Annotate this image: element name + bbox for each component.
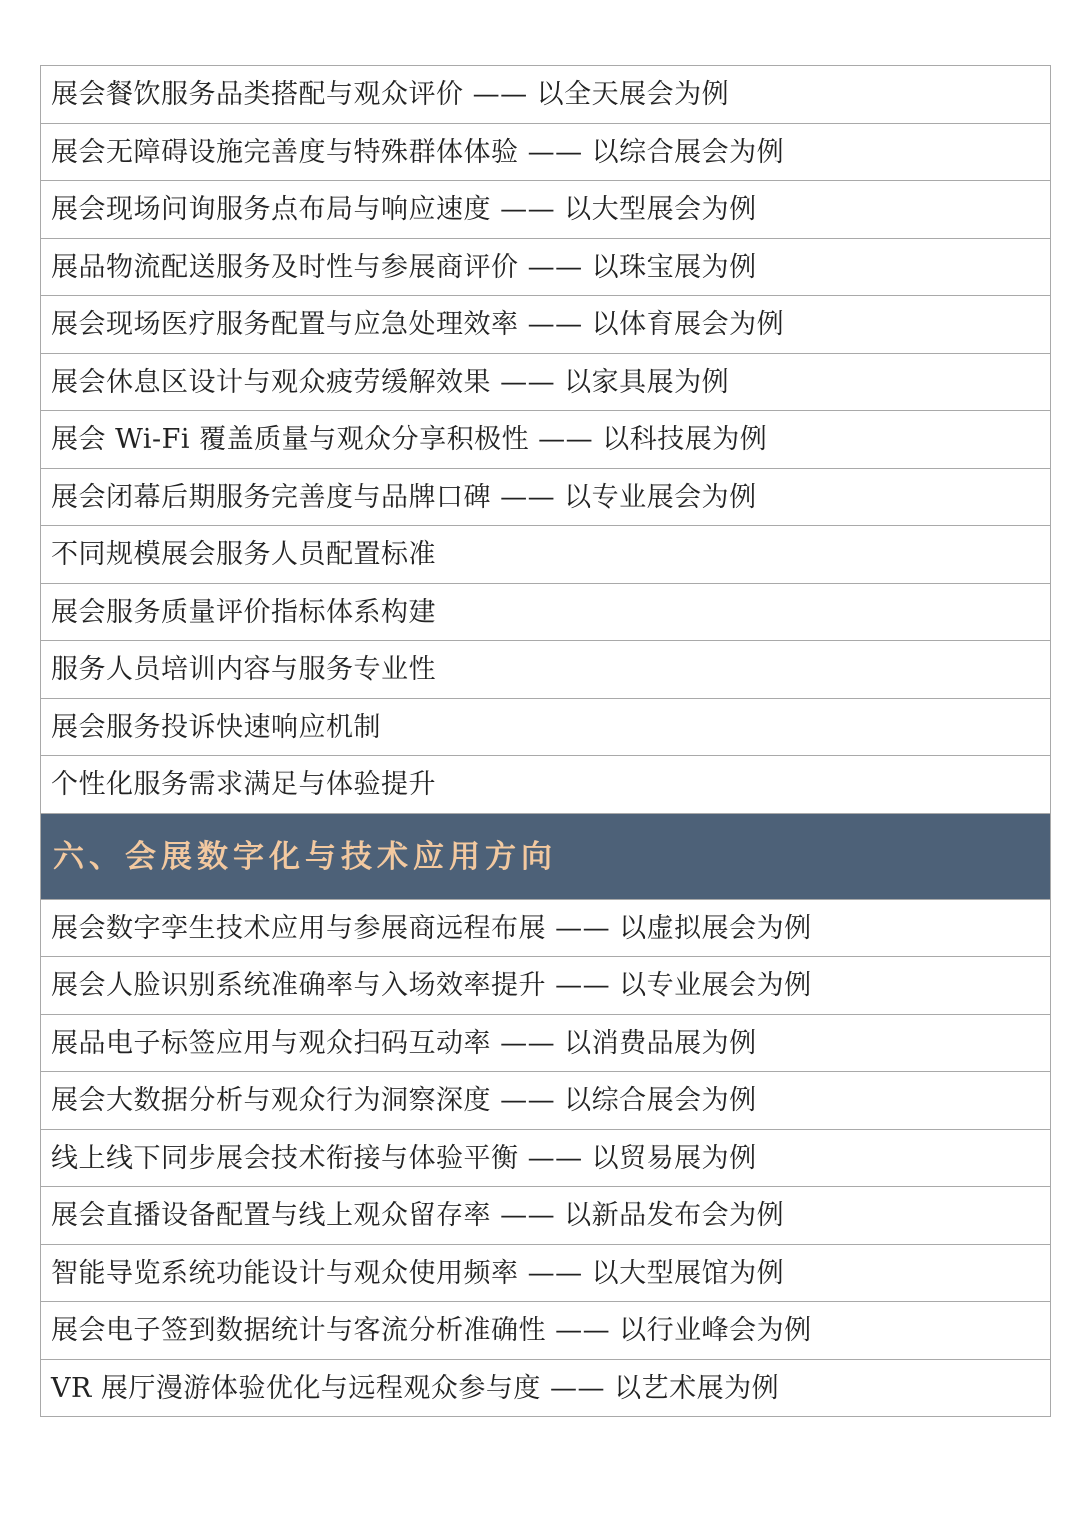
table-row: 展会直播设备配置与线上观众留存率 —— 以新品发布会为例 [41, 1187, 1050, 1245]
table-row: 展会服务投诉快速响应机制 [41, 699, 1050, 757]
table-row: 展会大数据分析与观众行为洞察深度 —— 以综合展会为例 [41, 1072, 1050, 1130]
table-row: 个性化服务需求满足与体验提升 [41, 756, 1050, 814]
table-row: 展会现场医疗服务配置与应急处理效率 —— 以体育展会为例 [41, 296, 1050, 354]
table-row: VR 展厅漫游体验优化与远程观众参与度 —— 以艺术展为例 [41, 1360, 1050, 1418]
table-row: 线上线下同步展会技术衔接与体验平衡 —— 以贸易展为例 [41, 1130, 1050, 1188]
topic-table [40, 65, 1051, 1417]
table-row: 展会 Wi-Fi 覆盖质量与观众分享积极性 —— 以科技展为例 [41, 411, 1050, 469]
table-row: 展会餐饮服务品类搭配与观众评价 —— 以全天展会为例 [41, 66, 1050, 124]
table-row: 展会闭幕后期服务完善度与品牌口碑 —— 以专业展会为例 [41, 469, 1050, 527]
table-row: 服务人员培训内容与服务专业性 [41, 641, 1050, 699]
table-row: 展品电子标签应用与观众扫码互动率 —— 以消费品展为例 [41, 1015, 1050, 1073]
table-row: 展会无障碍设施完善度与特殊群体体验 —— 以综合展会为例 [41, 124, 1050, 182]
section-heading: 六、会展数字化与技术应用方向 [41, 814, 1050, 900]
table-row: 展会现场问询服务点布局与响应速度 —— 以大型展会为例 [41, 181, 1050, 239]
table-row: 展会休息区设计与观众疲劳缓解效果 —— 以家具展为例 [41, 354, 1050, 412]
table-row: 展会数字孪生技术应用与参展商远程布展 —— 以虚拟展会为例 [41, 900, 1050, 958]
table-row: 展会电子签到数据统计与客流分析准确性 —— 以行业峰会为例 [41, 1302, 1050, 1360]
table-row: 展会人脸识别系统准确率与入场效率提升 —— 以专业展会为例 [41, 957, 1050, 1015]
table-row: 展会服务质量评价指标体系构建 [41, 584, 1050, 642]
table-row: 智能导览系统功能设计与观众使用频率 —— 以大型展馆为例 [41, 1245, 1050, 1303]
table-row: 展品物流配送服务及时性与参展商评价 —— 以珠宝展为例 [41, 239, 1050, 297]
table-row: 不同规模展会服务人员配置标准 [41, 526, 1050, 584]
